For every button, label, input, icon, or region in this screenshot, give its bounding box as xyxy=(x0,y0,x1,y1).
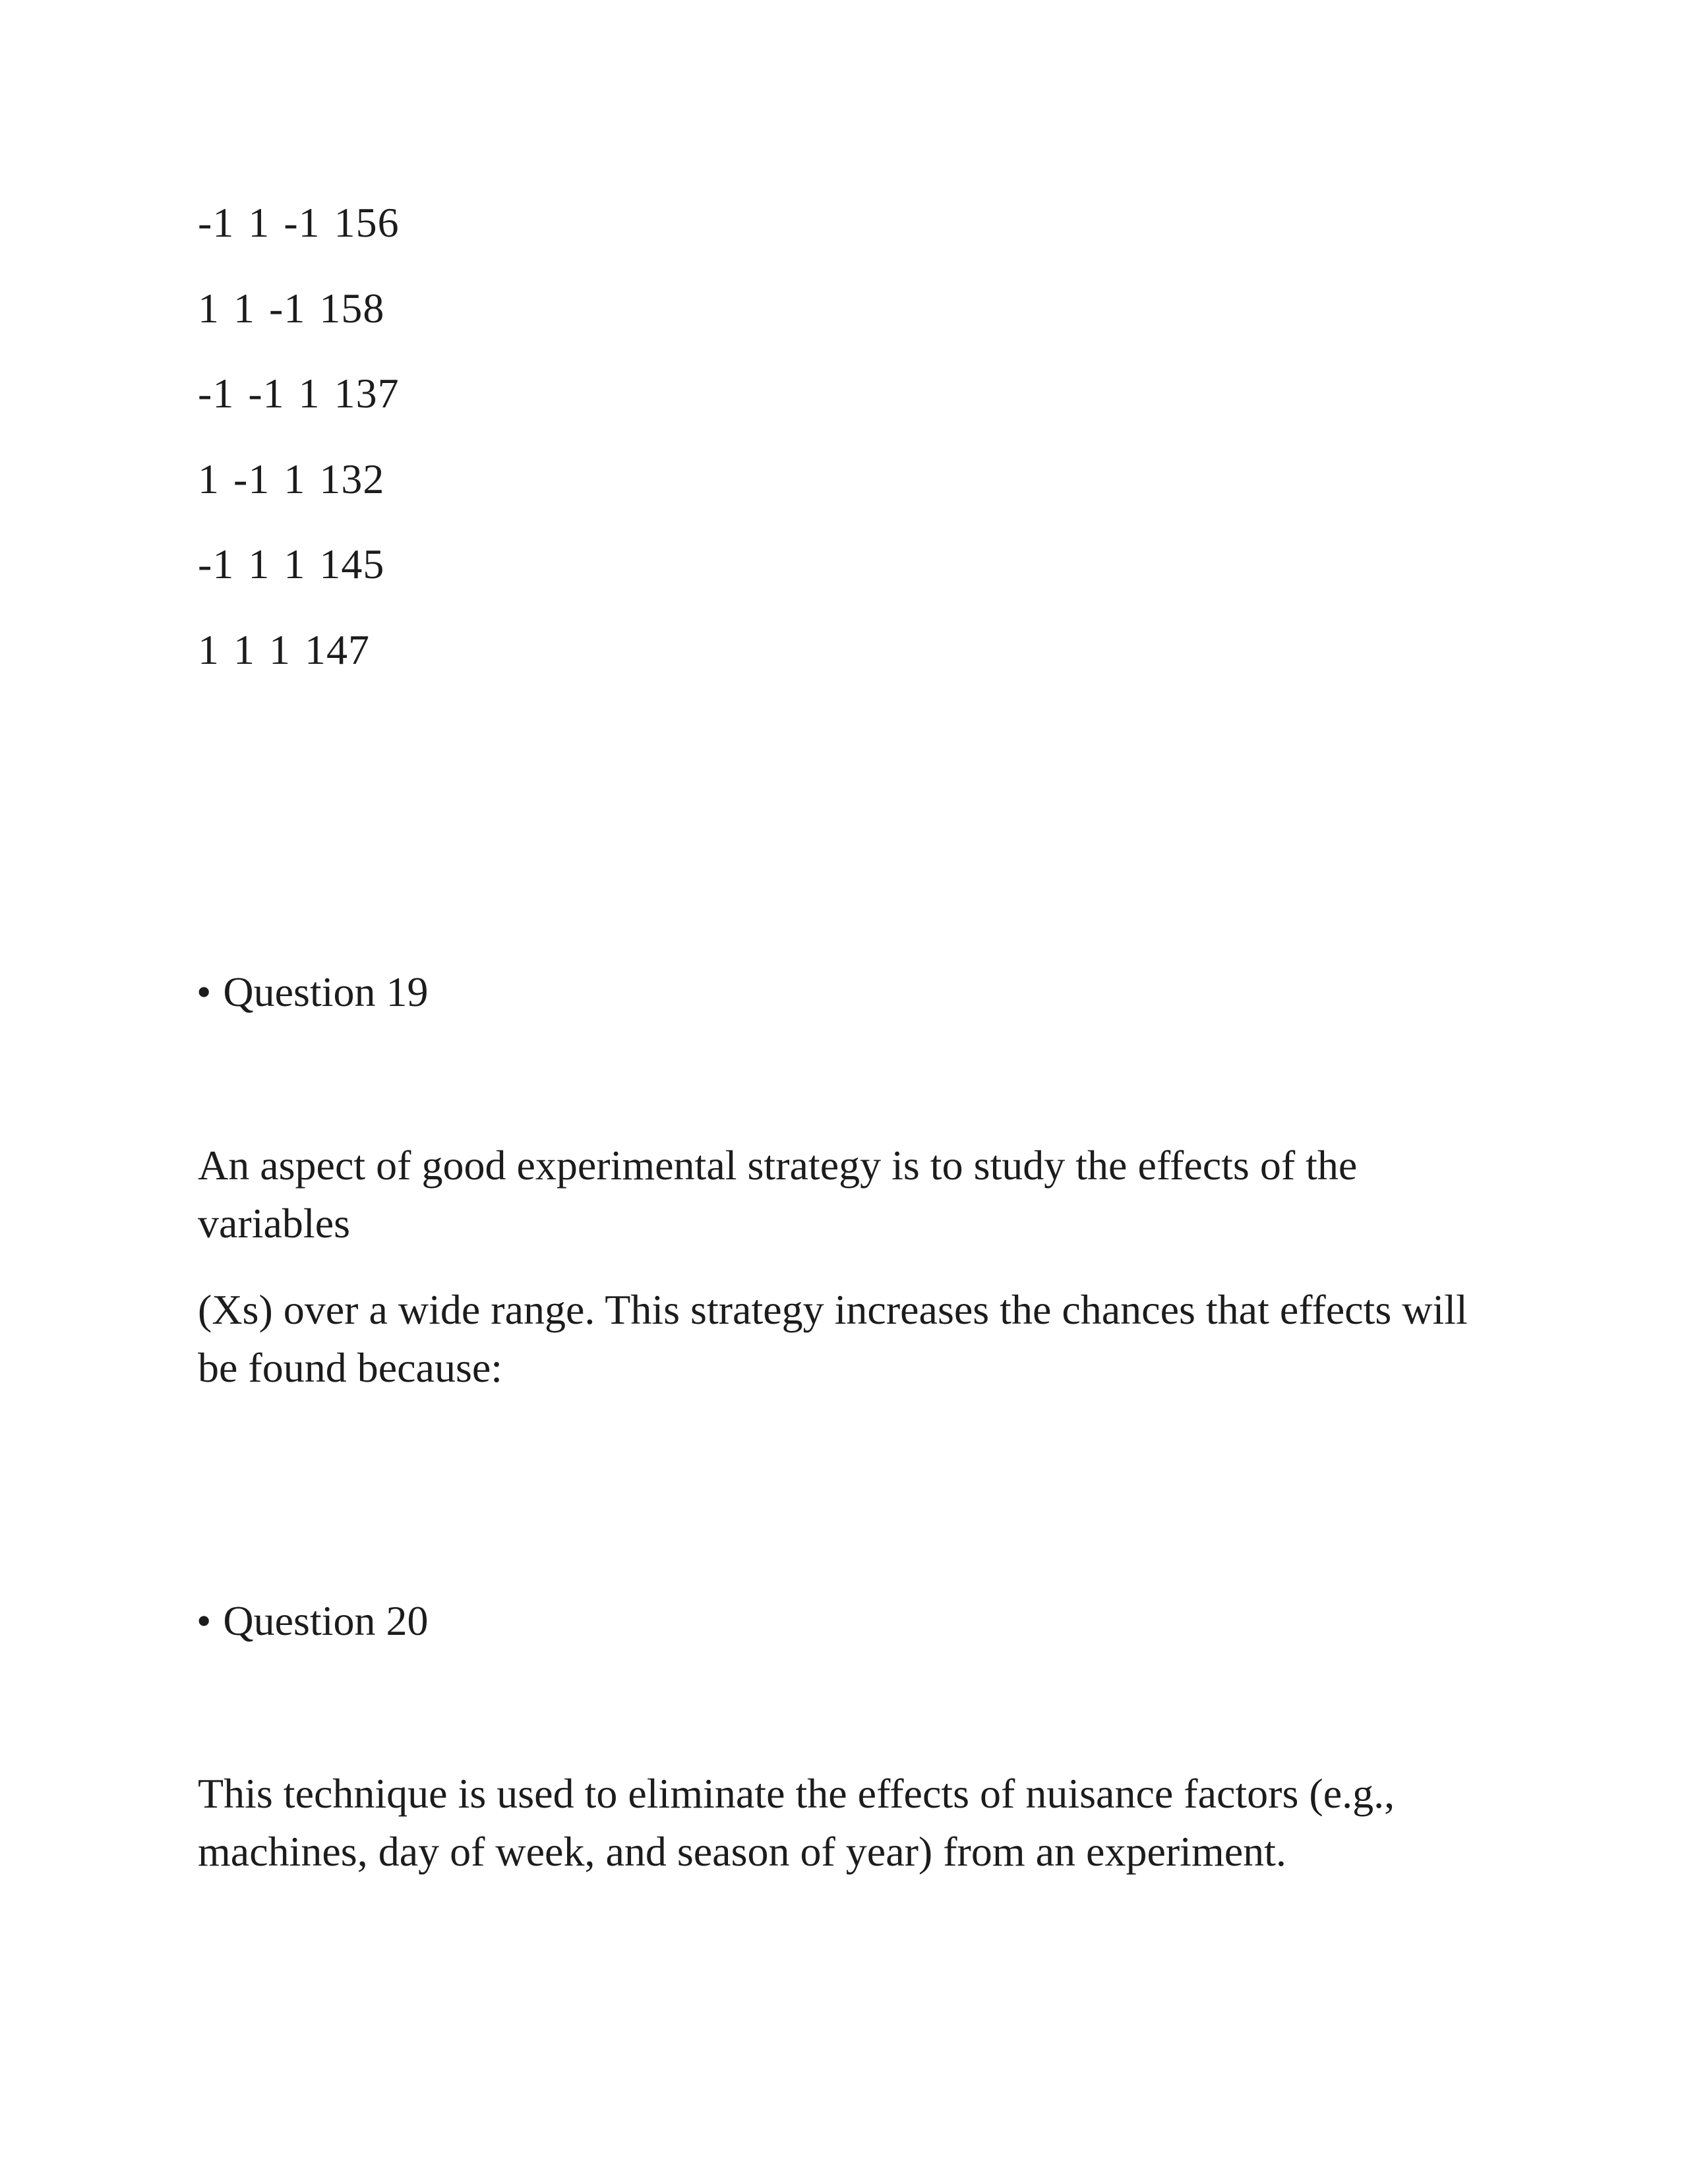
question-19-text-line2: (Xs) over a wide range. This strategy increases the chances that effects will be found because: xyxy=(198,1286,1468,1391)
data-row: -1 1 1 145 xyxy=(198,541,385,587)
question-20-text: This technique is used to eliminate the effects of nuisance factors (e.g., machines, day of week, and season of year) from an experiment. xyxy=(198,1770,1395,1875)
data-row: 1 1 -1 158 xyxy=(198,285,385,332)
question-20-title: Question 20 xyxy=(223,1597,429,1644)
question-19-heading xyxy=(196,966,429,1018)
bullet-icon: • xyxy=(196,1597,212,1644)
question-19-text-line1: An aspect of good experimental strategy is to study the effects of the variables xyxy=(198,1142,1358,1247)
data-row: 1 1 1 147 xyxy=(198,626,370,673)
question-20-heading xyxy=(196,1595,429,1647)
data-row: 1 -1 1 132 xyxy=(198,456,385,502)
question-19-title: Question 19 xyxy=(223,968,429,1015)
data-row: -1 1 -1 156 xyxy=(198,199,400,246)
data-row: -1 -1 1 137 xyxy=(198,370,400,417)
bullet-icon: • xyxy=(196,968,212,1015)
